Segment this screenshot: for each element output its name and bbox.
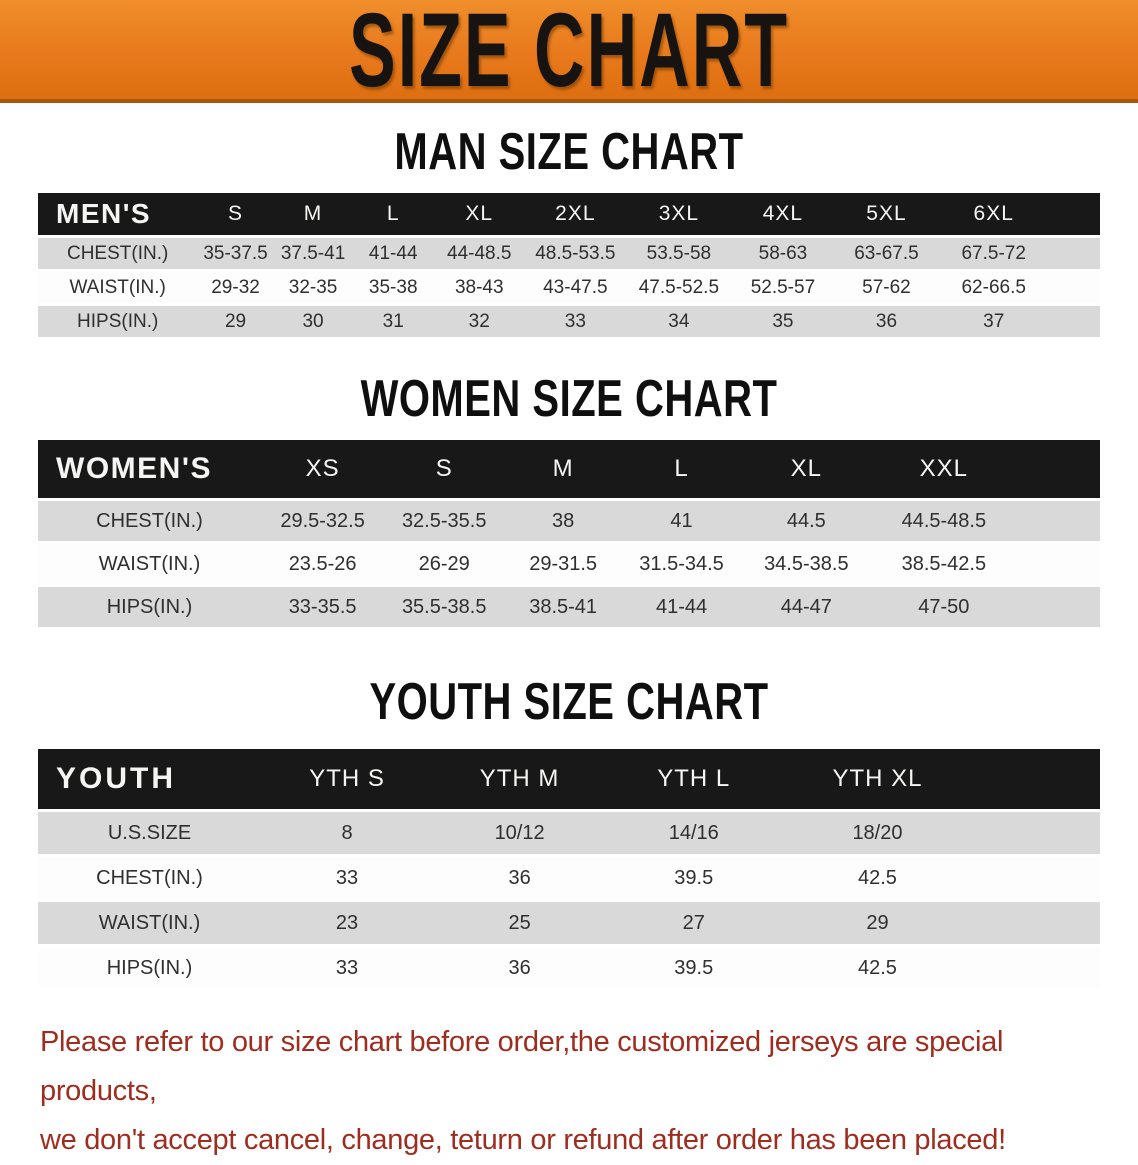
size-cell: 37.5-41: [274, 238, 353, 269]
women-hips-row: [38, 587, 1100, 627]
men-size-col-header: XL: [434, 193, 524, 235]
size-chart-banner: [0, 0, 1138, 108]
row-label: CHEST(IN.): [38, 238, 197, 269]
disclaimer-text: [40, 1018, 1108, 1165]
spacer-cell: [1049, 193, 1100, 235]
women-section-title: WOMEN SIZE CHART: [360, 370, 778, 428]
size-cell: 29: [197, 306, 273, 337]
spacer-cell: [974, 749, 1100, 809]
size-cell: 10/12: [433, 812, 606, 854]
youth-size-col-header: YTH L: [606, 749, 781, 809]
row-label: WAIST(IN.): [38, 902, 261, 944]
size-cell: 52.5-57: [731, 272, 834, 303]
spacer-cell: [974, 902, 1100, 944]
youth-header-row: [38, 749, 1100, 809]
women-size-col-header: S: [384, 440, 504, 498]
women-group-label: WOMEN'S: [38, 440, 261, 498]
women-size-section: [0, 370, 1138, 630]
youth-waist-row: [38, 902, 1100, 944]
size-cell: 27: [606, 902, 781, 944]
size-cell: 14/16: [606, 812, 781, 854]
size-cell: 33-35.5: [261, 587, 384, 627]
size-cell: 34: [626, 306, 731, 337]
men-size-col-header: M: [274, 193, 353, 235]
men-size-col-header: 2XL: [524, 193, 626, 235]
size-cell: 41-44: [622, 587, 741, 627]
size-cell: 44-48.5: [434, 238, 524, 269]
spacer-cell: [1016, 440, 1100, 498]
spacer-cell: [1016, 544, 1100, 584]
youth-size-section: [0, 673, 1138, 992]
spacer-cell: [974, 812, 1100, 854]
size-cell: 31: [352, 306, 434, 337]
size-cell: 38.5-41: [504, 587, 622, 627]
youth-ussize-row: [38, 812, 1100, 854]
row-label: CHEST(IN.): [38, 857, 261, 899]
size-cell: 63-67.5: [834, 238, 938, 269]
size-cell: 42.5: [781, 947, 973, 989]
size-cell: 36: [433, 947, 606, 989]
size-cell: 44.5: [741, 501, 872, 541]
youth-size-col-header: YTH XL: [781, 749, 973, 809]
size-cell: 33: [261, 857, 433, 899]
women-size-col-header: XL: [741, 440, 872, 498]
spacer-cell: [974, 857, 1100, 899]
women-chest-row: [38, 501, 1100, 541]
size-cell: 23.5-26: [261, 544, 384, 584]
size-cell: 29-31.5: [504, 544, 622, 584]
size-cell: 18/20: [781, 812, 973, 854]
men-section-title: MAN SIZE CHART: [394, 123, 744, 181]
size-cell: 41-44: [352, 238, 434, 269]
size-cell: 33: [261, 947, 433, 989]
row-label: HIPS(IN.): [38, 947, 261, 989]
size-cell: 38: [504, 501, 622, 541]
row-label: HIPS(IN.): [38, 306, 197, 337]
spacer-cell: [1016, 501, 1100, 541]
size-cell: 29: [781, 902, 973, 944]
row-label: CHEST(IN.): [38, 501, 261, 541]
spacer-cell: [1016, 587, 1100, 627]
men-size-col-header: 6XL: [939, 193, 1049, 235]
size-cell: 57-62: [834, 272, 938, 303]
row-label: U.S.SIZE: [38, 812, 261, 854]
size-cell: 38-43: [434, 272, 524, 303]
men-size-col-header: 4XL: [731, 193, 834, 235]
youth-group-label: YOUTH: [38, 749, 261, 809]
size-cell: 30: [274, 306, 353, 337]
size-cell: 33: [524, 306, 626, 337]
men-header-row: [38, 193, 1100, 235]
spacer-cell: [1049, 306, 1100, 337]
women-size-col-header: XS: [261, 440, 384, 498]
size-cell: 32: [434, 306, 524, 337]
size-cell: 58-63: [731, 238, 834, 269]
row-label: WAIST(IN.): [38, 272, 197, 303]
youth-size-col-header: YTH M: [433, 749, 606, 809]
size-cell: 47-50: [872, 587, 1016, 627]
youth-hips-row: [38, 947, 1100, 989]
spacer-cell: [974, 947, 1100, 989]
size-cell: 42.5: [781, 857, 973, 899]
banner-title: SIZE CHART: [349, 0, 789, 108]
women-header-row: [38, 440, 1100, 498]
men-size-col-header: S: [197, 193, 273, 235]
youth-section-title: YOUTH SIZE CHART: [369, 673, 769, 731]
size-cell: 39.5: [606, 857, 781, 899]
men-size-col-header: L: [352, 193, 434, 235]
men-group-label: MEN'S: [38, 193, 197, 235]
men-size-col-header: 3XL: [626, 193, 731, 235]
size-cell: 31.5-34.5: [622, 544, 741, 584]
men-size-section: [0, 123, 1138, 340]
size-cell: 67.5-72: [939, 238, 1049, 269]
size-cell: 38.5-42.5: [872, 544, 1016, 584]
spacer-cell: [1049, 238, 1100, 269]
size-cell: 41: [622, 501, 741, 541]
size-cell: 26-29: [384, 544, 504, 584]
men-size-col-header: 5XL: [834, 193, 938, 235]
size-cell: 29-32: [197, 272, 273, 303]
size-cell: 48.5-53.5: [524, 238, 626, 269]
youth-size-table: [38, 746, 1100, 992]
size-cell: 43-47.5: [524, 272, 626, 303]
women-size-table: [38, 437, 1100, 630]
size-cell: 8: [261, 812, 433, 854]
women-size-col-header: M: [504, 440, 622, 498]
spacer-cell: [1049, 272, 1100, 303]
disclaimer-line-1: Please refer to our size chart before order,the customized jerseys are special products,: [40, 1026, 1004, 1107]
size-cell: 25: [433, 902, 606, 944]
men-size-table: [38, 190, 1100, 340]
size-cell: 35.5-38.5: [384, 587, 504, 627]
disclaimer-line-2: we don't accept cancel, change, teturn or refund after order has been placed!: [40, 1124, 1006, 1156]
size-cell: 44.5-48.5: [872, 501, 1016, 541]
size-cell: 47.5-52.5: [626, 272, 731, 303]
size-cell: 39.5: [606, 947, 781, 989]
size-cell: 34.5-38.5: [741, 544, 872, 584]
women-size-col-header: L: [622, 440, 741, 498]
size-cell: 36: [433, 857, 606, 899]
size-cell: 44-47: [741, 587, 872, 627]
women-size-col-header: XXL: [872, 440, 1016, 498]
row-label: HIPS(IN.): [38, 587, 261, 627]
size-cell: 37: [939, 306, 1049, 337]
size-cell: 29.5-32.5: [261, 501, 384, 541]
men-chest-row: [38, 238, 1100, 269]
size-cell: 35-37.5: [197, 238, 273, 269]
size-cell: 36: [834, 306, 938, 337]
men-waist-row: [38, 272, 1100, 303]
men-hips-row: [38, 306, 1100, 337]
size-cell: 35-38: [352, 272, 434, 303]
women-waist-row: [38, 544, 1100, 584]
size-cell: 23: [261, 902, 433, 944]
size-cell: 35: [731, 306, 834, 337]
row-label: WAIST(IN.): [38, 544, 261, 584]
size-cell: 32-35: [274, 272, 353, 303]
youth-chest-row: [38, 857, 1100, 899]
size-cell: 53.5-58: [626, 238, 731, 269]
size-cell: 32.5-35.5: [384, 501, 504, 541]
size-cell: 62-66.5: [939, 272, 1049, 303]
youth-size-col-header: YTH S: [261, 749, 433, 809]
